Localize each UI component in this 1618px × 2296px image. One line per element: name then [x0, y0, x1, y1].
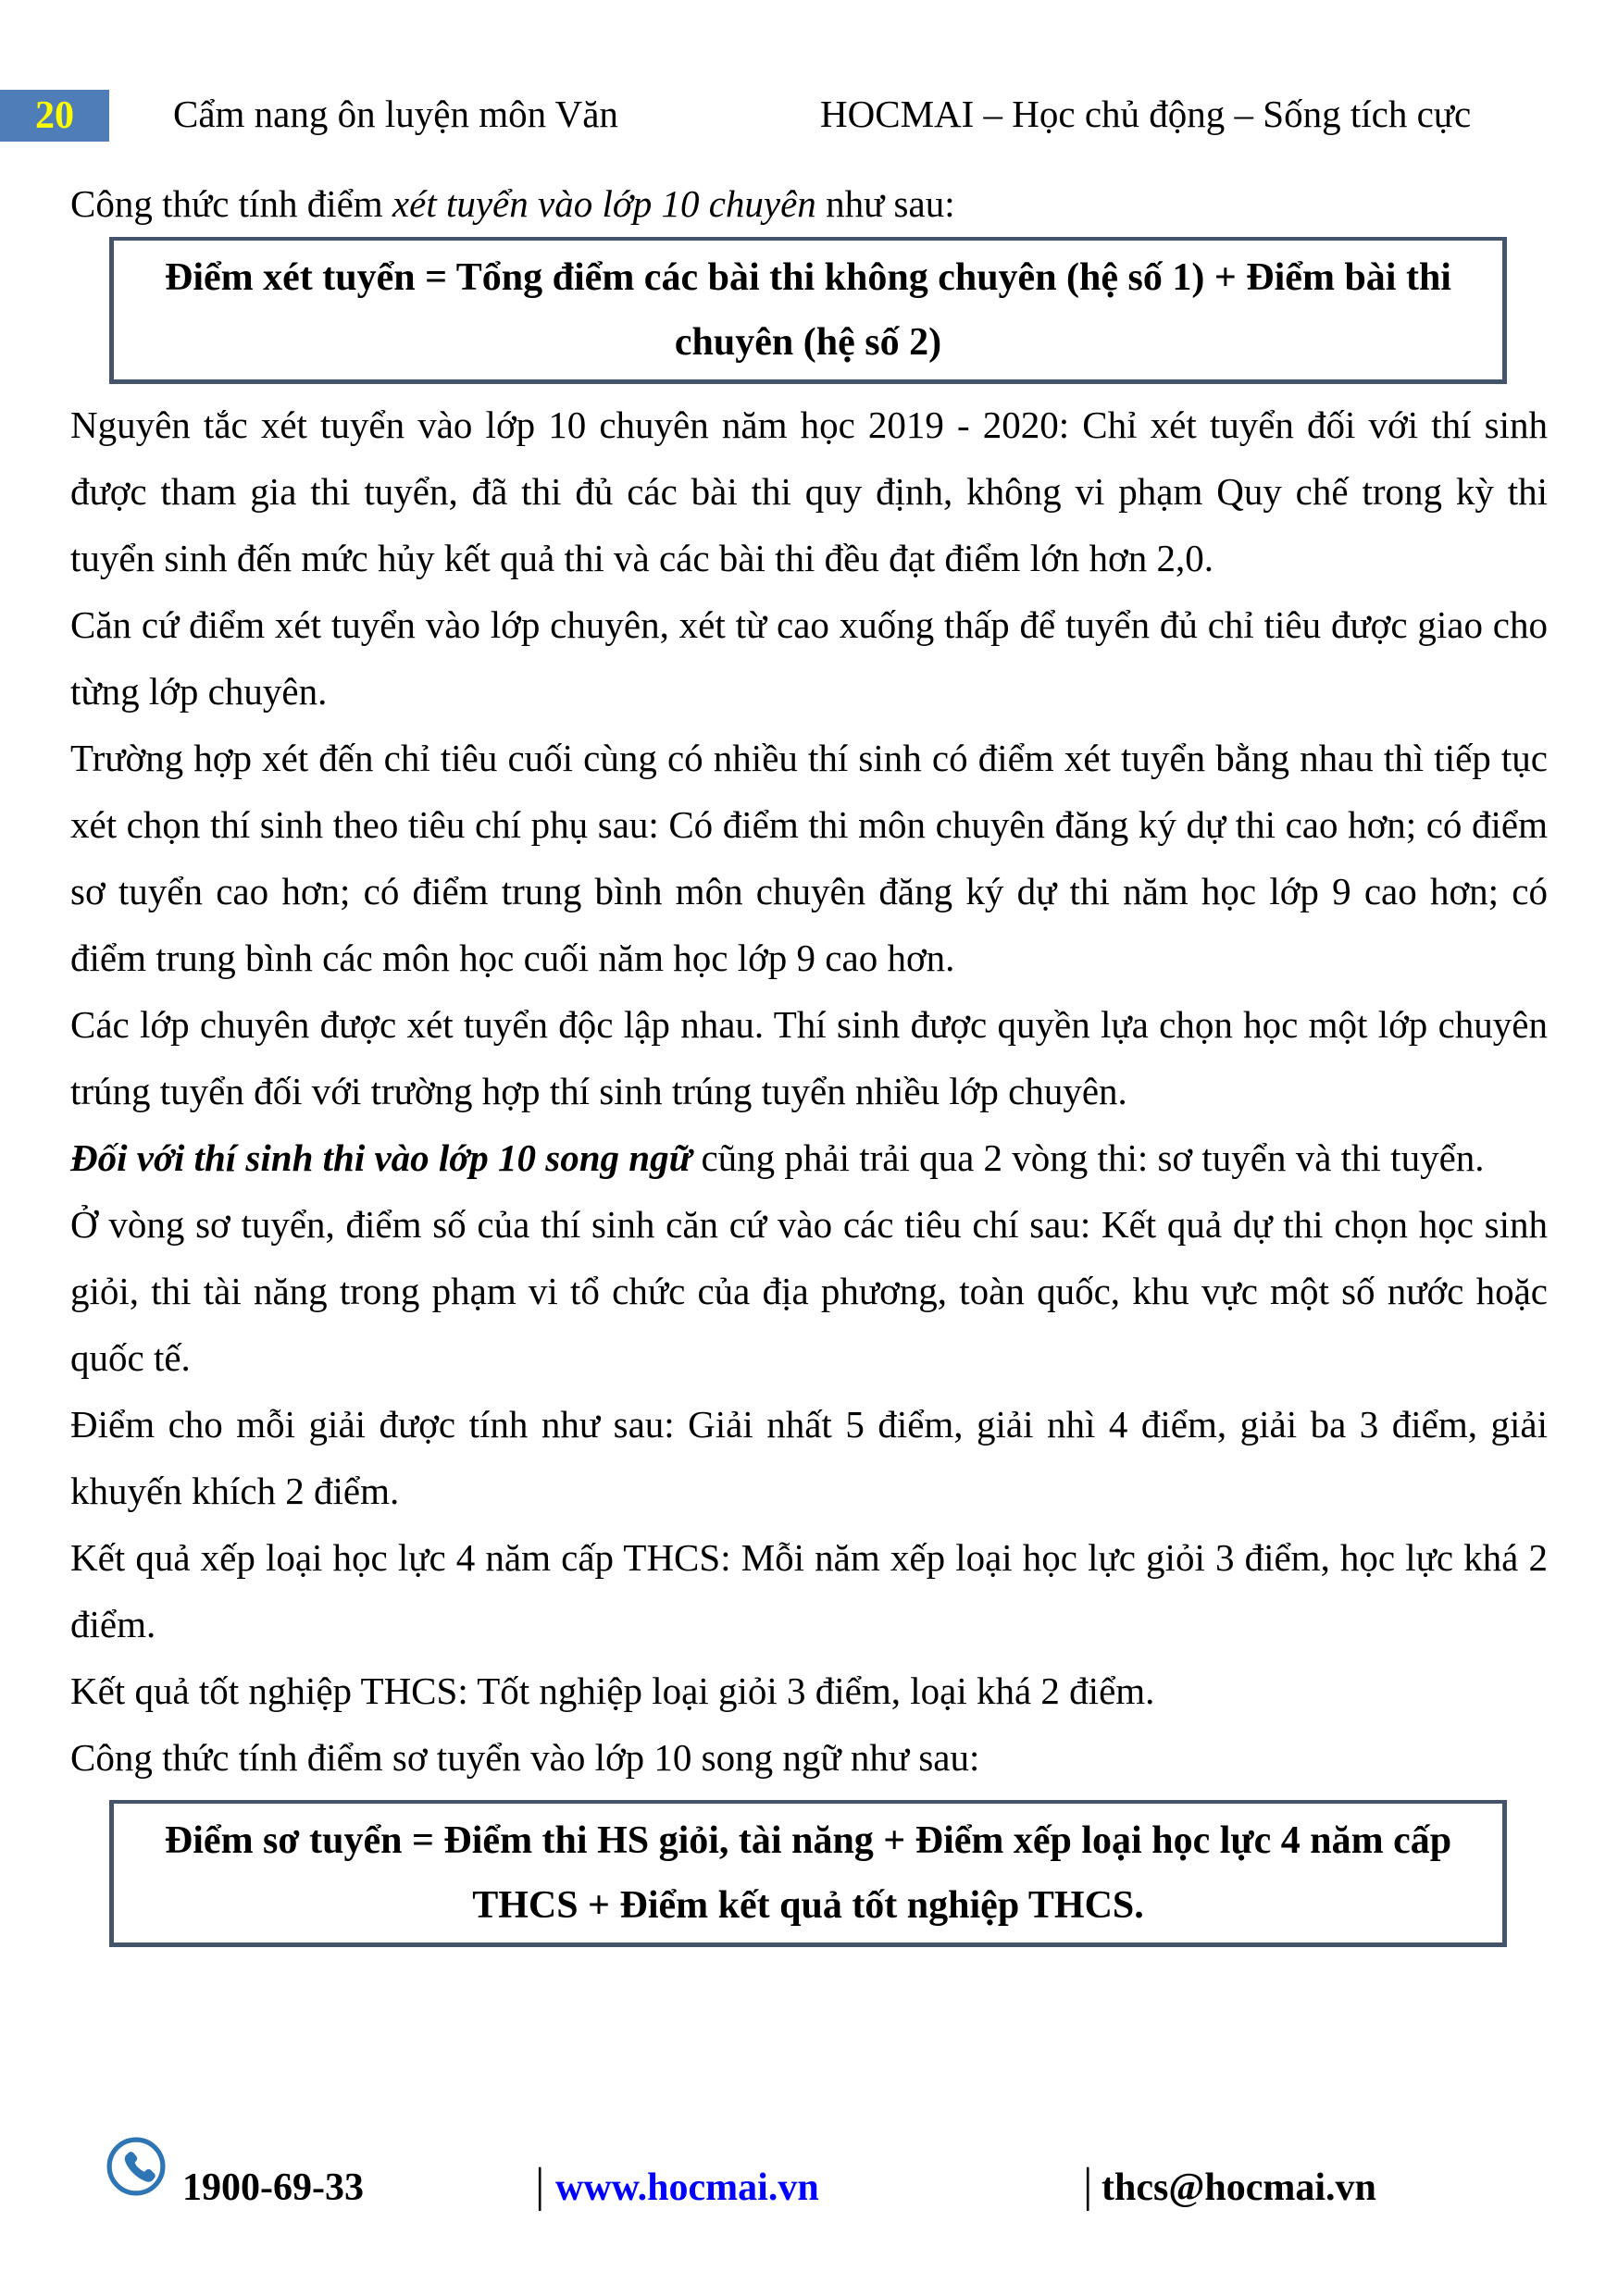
- paragraph: [70, 1124, 1548, 1191]
- formula-box-admission-score: Điểm xét tuyển = Tổng điểm các bài thi không chuyên (hệ số 1) + Điểm bài thi chuyên (hệ số 2): [109, 237, 1507, 384]
- footer-website-link[interactable]: www.hocmai.vn: [555, 2166, 819, 2209]
- intro-italic: xét tuyển vào lớp 10 chuyên: [392, 182, 816, 225]
- paragraph: [70, 591, 1548, 725]
- intro-suffix: như sau:: [815, 182, 955, 225]
- phone-icon: [106, 2136, 167, 2197]
- paragraph: [70, 1524, 1548, 1657]
- paragraph-run: Trường hợp xét đến chỉ tiêu cuối cùng có nhiều thí sinh có điểm xét tuyển bằng nhau thì tiếp tục xét chọn thí sinh theo tiêu chí phụ sau: Có điểm thi môn chuyên đăng ký dự thi cao hơn; có điểm sơ tuyển cao hơn; có điểm trung bình môn chuyên đăng ký dự thi năm học lớp 9 cao hơn; có điểm trung bình các môn học cuối năm học lớp 9 cao hơn.: [70, 737, 1548, 979]
- footer-separator: |: [1083, 2159, 1093, 2212]
- header-left-title: Cẩm nang ôn luyện môn Văn: [173, 93, 618, 135]
- paragraph-run: Điểm cho mỗi giải được tính như sau: Giải nhất 5 điểm, giải nhì 4 điểm, giải ba 3 điểm, giải khuyến khích 2 điểm.: [70, 1403, 1548, 1512]
- document-body: [70, 181, 1548, 1947]
- header-right-title: HOCMAI – Học chủ động – Sống tích cực: [820, 93, 1472, 135]
- paragraph: [70, 1657, 1548, 1724]
- paragraph-run: Kết quả xếp loại học lực 4 năm cấp THCS: Mỗi năm xếp loại học lực giỏi 3 điểm, học lực khá 2 điểm.: [70, 1536, 1548, 1645]
- page-number-badge: [0, 90, 109, 142]
- paragraph: [70, 991, 1548, 1124]
- intro-prefix: Công thức tính điểm: [70, 182, 392, 225]
- footer-email: thcs@hocmai.vn: [1101, 2166, 1376, 2209]
- paragraph: [70, 1724, 1548, 1791]
- paragraph-run-bold-italic: Đối với thí sinh thi vào lớp 10 song ngữ: [70, 1136, 692, 1179]
- page-footer: [0, 2134, 1618, 2227]
- formula-box-preliminary-score: Điểm sơ tuyển = Điểm thi HS giỏi, tài năng + Điểm xếp loại học lực 4 năm cấp THCS + Điểm kết quả tốt nghiệp THCS.: [109, 1800, 1507, 1947]
- paragraph-run: Các lớp chuyên được xét tuyển độc lập nhau. Thí sinh được quyền lựa chọn học một lớp chuyên trúng tuyển đối với trường hợp thí sinh trúng tuyển nhiều lớp chuyên.: [70, 1003, 1548, 1112]
- paragraph-run: Công thức tính điểm sơ tuyển vào lớp 10 song ngữ như sau:: [70, 1736, 980, 1779]
- intro-line: [70, 181, 1548, 226]
- paragraph-run: Nguyên tắc xét tuyển vào lớp 10 chuyên năm học 2019 - 2020: Chỉ xét tuyển đối với thí sinh được tham gia thi tuyển, đã thi đủ các bài thi quy định, không vi phạm Quy chế trong kỳ thi tuyển sinh đến mức hủy kết quả thi và các bài thi đều đạt điểm lớn hơn 2,0.: [70, 403, 1548, 579]
- paragraph: [70, 1391, 1548, 1524]
- paragraph-run: Kết quả tốt nghiệp THCS: Tốt nghiệp loại giỏi 3 điểm, loại khá 2 điểm.: [70, 1669, 1155, 1712]
- paragraph-run: cũng phải trải qua 2 vòng thi: sơ tuyển và thi tuyển.: [691, 1136, 1485, 1179]
- body-paragraphs: [70, 391, 1548, 1791]
- footer-phone-number: 1900-69-33: [182, 2166, 364, 2209]
- paragraph: [70, 1191, 1548, 1391]
- paragraph-run: Căn cứ điểm xét tuyển vào lớp chuyên, xét từ cao xuống thấp để tuyển đủ chỉ tiêu được giao cho từng lớp chuyên.: [70, 603, 1548, 713]
- page-number: 20: [35, 94, 74, 137]
- paragraph: [70, 391, 1548, 591]
- paragraph: [70, 725, 1548, 991]
- paragraph-run: Ở vòng sơ tuyển, điểm số của thí sinh căn cứ vào các tiêu chí sau: Kết quả dự thi chọn học sinh giỏi, thi tài năng trong phạm vi tổ chức của địa phương, toàn quốc, khu vực một số nước hoặc quốc tế.: [70, 1203, 1548, 1379]
- footer-separator: |: [535, 2159, 545, 2212]
